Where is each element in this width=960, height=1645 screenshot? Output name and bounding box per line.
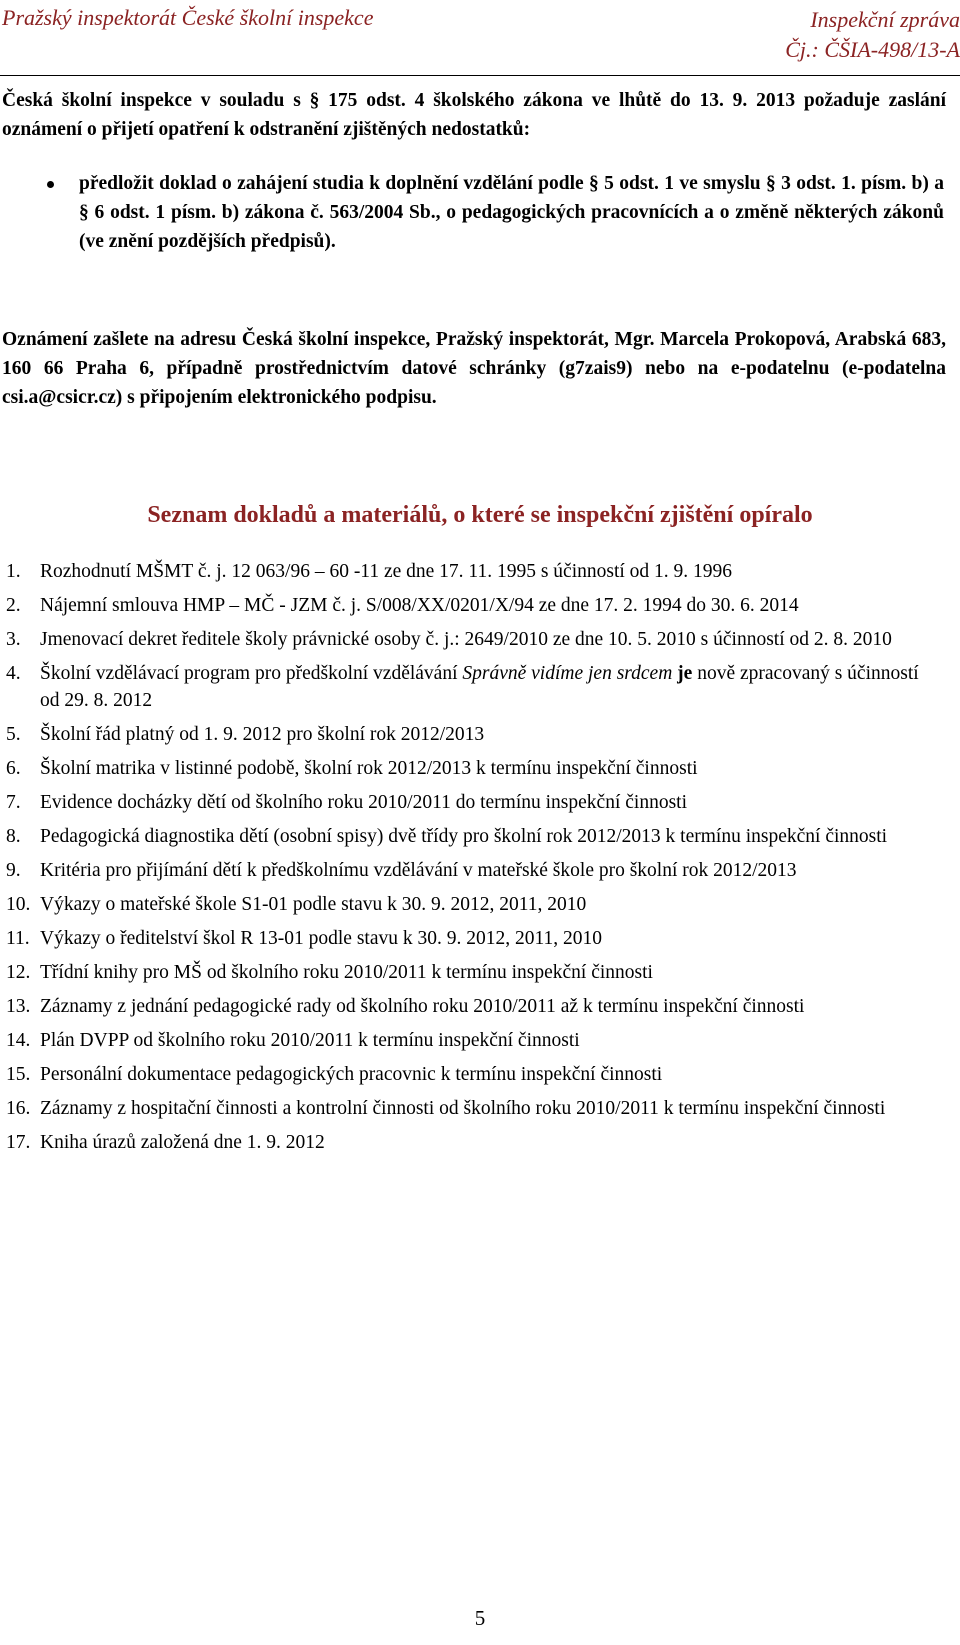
list-item-number: 8. — [6, 826, 21, 847]
list-item — [6, 721, 936, 748]
list-item-number: 1. — [6, 561, 21, 582]
list-item-number: 6. — [6, 758, 21, 779]
list-item-number: 5. — [6, 724, 21, 745]
list-item-text: Plán DVPP od školního roku 2010/2011 k termínu inspekční činnosti — [40, 1030, 580, 1051]
list-item — [6, 1129, 936, 1156]
list-item — [6, 755, 936, 782]
list-item-number: 2. — [6, 595, 21, 616]
list-item-text: Záznamy z hospitační činnosti a kontrolní činnosti od školního roku 2010/2011 k termínu inspekční činnosti — [40, 1098, 886, 1119]
list-item-text: Evidence docházky dětí od školního roku 2010/2011 do termínu inspekční činnosti — [40, 792, 687, 813]
header-divider — [0, 75, 960, 76]
list-item-number: 14. — [6, 1030, 31, 1051]
list-item-number: 15. — [6, 1064, 31, 1085]
list-item-text-italic: Správně vidíme jen srdcem — [462, 663, 673, 684]
list-item-text: Školní řád platný od 1. 9. 2012 pro školní rok 2012/2013 — [40, 724, 485, 745]
list-item-number: 7. — [6, 792, 21, 813]
list-item-number: 17. — [6, 1132, 31, 1153]
list-item-text-post: nově zpracovaný s účinností od 29. 8. 2012 — [40, 663, 919, 711]
list-item-text: Rozhodnutí MŠMT č. j. 12 063/96 – 60 -11 ze dne 17. 11. 1995 s účinností od 1. 9. 1996 — [40, 561, 733, 582]
list-item — [6, 1061, 936, 1088]
list-item-text: Kritéria pro přijímání dětí k předškolnímu vzdělávání v mateřské škole pro školní rok 2012/2013 — [40, 860, 797, 881]
list-item — [6, 823, 936, 850]
list-item-text: Kniha úrazů založená dne 1. 9. 2012 — [40, 1132, 325, 1153]
list-item-text — [40, 663, 919, 711]
list-item — [6, 789, 936, 816]
list-item-text: Výkazy o mateřské škole S1-01 podle stavu k 30. 9. 2012, 2011, 2010 — [40, 894, 587, 915]
list-item — [6, 993, 936, 1020]
documents-heading: Seznam dokladů a materiálů, o které se inspekční zjištění opíralo — [147, 502, 813, 528]
measure-bullet — [79, 169, 944, 256]
list-item — [6, 626, 936, 653]
list-item-number: 16. — [6, 1098, 31, 1119]
list-item-text: Výkazy o ředitelství škol R 13-01 podle stavu k 30. 9. 2012, 2011, 2010 — [40, 928, 603, 949]
list-item — [6, 925, 936, 952]
notice-paragraph: Oznámení zašlete na adresu Česká školní inspekce, Pražský inspektorát, Mgr. Marcela Prokopová, Arabská 683, 160 66 Praha 6, případně prostřednictvím datové schránky (g7zais9) nebo na e-podatelnu (e-podatelna csi.a@csicr.cz) s připojením elektronického podpisu. — [2, 329, 946, 408]
list-item-number: 11. — [6, 928, 30, 949]
bullet-dot-icon — [47, 181, 54, 188]
list-item-text: Třídní knihy pro MŠ od školního roku 2010/2011 k termínu inspekční činnosti — [40, 962, 653, 983]
list-item-text: Záznamy z jednání pedagogické rady od školního roku 2010/2011 až k termínu inspekční činnosti — [40, 996, 805, 1017]
measure-bullet-text: předložit doklad o zahájení studia k doplnění vzdělání podle § 5 odst. 1 ve smyslu § 3 odst. 1. písm. b) a § 6 odst. 1 písm. b) zákona č. 563/2004 Sb., o pedagogických pracovnících a o změně některých zákonů (ve znění pozdějších předpisů). — [79, 173, 944, 252]
intro-paragraph: Česká školní inspekce v souladu s § 175 odst. 4 školského zákona ve lhůtě do 13. 9. 2013 požaduje zaslání oznámení o přijetí opatření k odstranění zjištěných nedostatků: — [2, 90, 946, 140]
list-item-number: 3. — [6, 629, 21, 650]
list-item-text: Školní matrika v listinné podobě, školní rok 2012/2013 k termínu inspekční činnosti — [40, 758, 698, 779]
list-item-text: Jmenovací dekret ředitele školy právnické osoby č. j.: 2649/2010 ze dne 10. 5. 2010 s účinností od 2. 8. 2010 — [40, 629, 892, 650]
page-number: 5 — [474, 1606, 486, 1630]
list-item — [6, 592, 936, 619]
documents-list — [6, 558, 936, 1163]
list-item-text: Personální dokumentace pedagogických pracovnic k termínu inspekční činnosti — [40, 1064, 663, 1085]
list-item-text: Pedagogická diagnostika dětí (osobní spisy) dvě třídy pro školní rok 2012/2013 k termínu inspekční činnosti — [40, 826, 888, 847]
list-item — [6, 959, 936, 986]
list-item — [6, 558, 936, 585]
header-right — [785, 5, 960, 65]
list-item-number: 13. — [6, 996, 31, 1017]
list-item-text: Nájemní smlouva HMP – MČ - JZM č. j. S/008/XX/0201/X/94 ze dne 17. 2. 1994 do 30. 6. 2014 — [40, 595, 799, 616]
header-report-title: Inspekční zpráva — [810, 7, 960, 32]
page-header — [0, 0, 960, 75]
list-item — [6, 857, 936, 884]
list-item-number: 9. — [6, 860, 21, 881]
list-item-text-bold: je — [672, 663, 693, 684]
list-item — [6, 660, 936, 714]
list-item-number: 4. — [6, 663, 21, 684]
header-reference-number: Čj.: ČŠIA-498/13-A — [785, 37, 960, 62]
list-item-number: 12. — [6, 962, 31, 983]
list-item-number: 10. — [6, 894, 31, 915]
list-item — [6, 1095, 936, 1122]
header-inspectorate: Pražský inspektorát České školní inspekce — [2, 5, 374, 30]
list-item — [6, 891, 936, 918]
list-item-text-pre: Školní vzdělávací program pro předškolní vzdělávání — [40, 663, 463, 684]
list-item — [6, 1027, 936, 1054]
